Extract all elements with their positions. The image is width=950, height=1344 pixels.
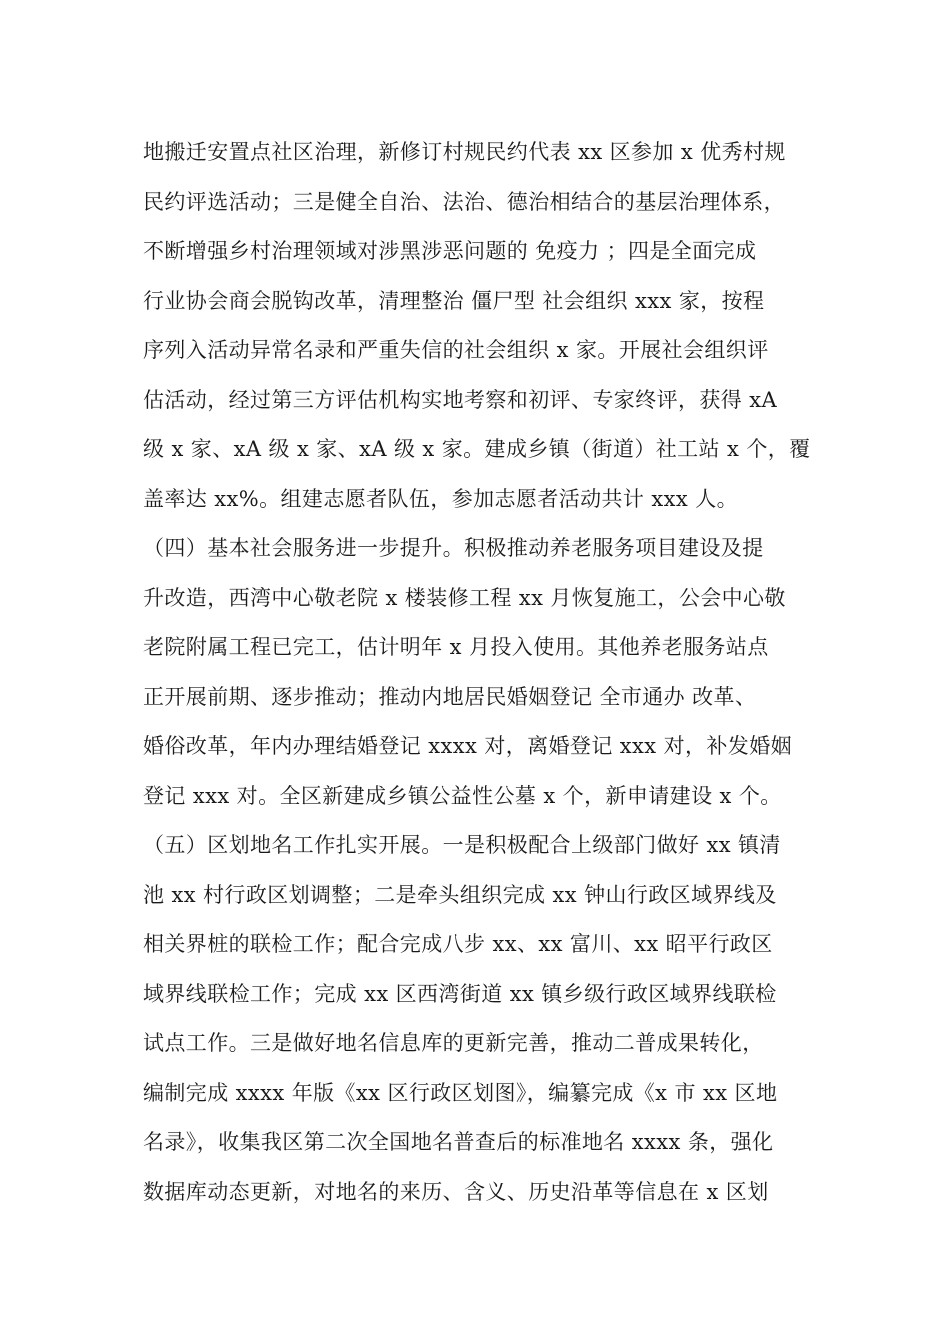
text-line: 域界线联检工作；完成 xx 区西湾街道 xx 镇乡级行政区域界线联检 xyxy=(143,981,777,1006)
text-line: 名录》，收集我区第二次全国地名普查后的标准地名 xxxx 条，强化 xyxy=(143,1130,774,1154)
section-heading-line: （五）区划地名工作扎实开展。一是积极配合上级部门做好 xx 镇清 xyxy=(143,833,781,857)
text-line: 级 x 家、xA 级 x 家、xA 级 x 家。建成乡镇（街道）社工站 x 个，覆 xyxy=(143,437,811,461)
text-line: 不断增强乡村治理领域对涉黑涉恶问题的 免疫力 ；四是全面完成 xyxy=(143,239,757,263)
text-line: 行业协会商会脱钩改革，清理整治 僵尸型 社会组织 xxx 家，按程 xyxy=(143,288,765,313)
text-line: 老院附属工程已完工，估计明年 x 月投入使用。其他养老服务站点 xyxy=(143,635,769,659)
text-line: 升改造，西湾中心敬老院 x 楼装修工程 xx 月恢复施工，公会中心敬 xyxy=(143,585,786,610)
body-text xyxy=(143,128,833,1217)
text-line: 盖率达 xx%。组建志愿者队伍，参加志愿者活动共计 xxx 人。 xyxy=(143,486,738,511)
text-line: 民约评选活动；三是健全自治、法治、德治相结合的基层治理体系， xyxy=(143,189,785,214)
text-line: 估活动，经过第三方评估机构实地考察和初评、专家终评，获得 xA xyxy=(143,387,778,412)
text-line: 序列入活动异常名录和严重失信的社会组织 x 家。开展社会组织评 xyxy=(143,338,769,362)
text-line: 池 xx 村行政区划调整；二是牵头组织完成 xx 钟山行政区域界线及 xyxy=(143,882,777,907)
text-line: 试点工作。三是做好地名信息库的更新完善，推动二普成果转化， xyxy=(143,1031,764,1055)
text-line: 正开展前期、逐步推动；推动内地居民婚姻登记 全市通办 改革、 xyxy=(143,684,757,709)
text-line: 相关界桩的联检工作；配合完成八步 xx、xx 富川、xx 昭平行政区 xyxy=(143,932,773,956)
text-line: 数据库动态更新，对地名的来历、含义、历史沿革等信息在 x 区划 xyxy=(143,1179,769,1204)
text-line: 地搬迁安置点社区治理，新修订村规民约代表 xx 区参加 x 优秀村规 xyxy=(143,140,786,164)
section-heading-line: （四）基本社会服务进一步提升。积极推动养老服务项目建设及提 xyxy=(143,536,764,560)
text-line: 登记 xxx 对。全区新建成乡镇公益性公墓 x 个，新申请建设 x 个。 xyxy=(143,783,782,808)
text-line: 编制完成 xxxx 年版《xx 区行政区划图》，编纂完成《x 市 xx 区地 xyxy=(143,1080,778,1105)
text-line: 婚俗改革，年内办理结婚登记 xxxx 对，离婚登记 xxx 对，补发婚姻 xyxy=(143,734,793,758)
